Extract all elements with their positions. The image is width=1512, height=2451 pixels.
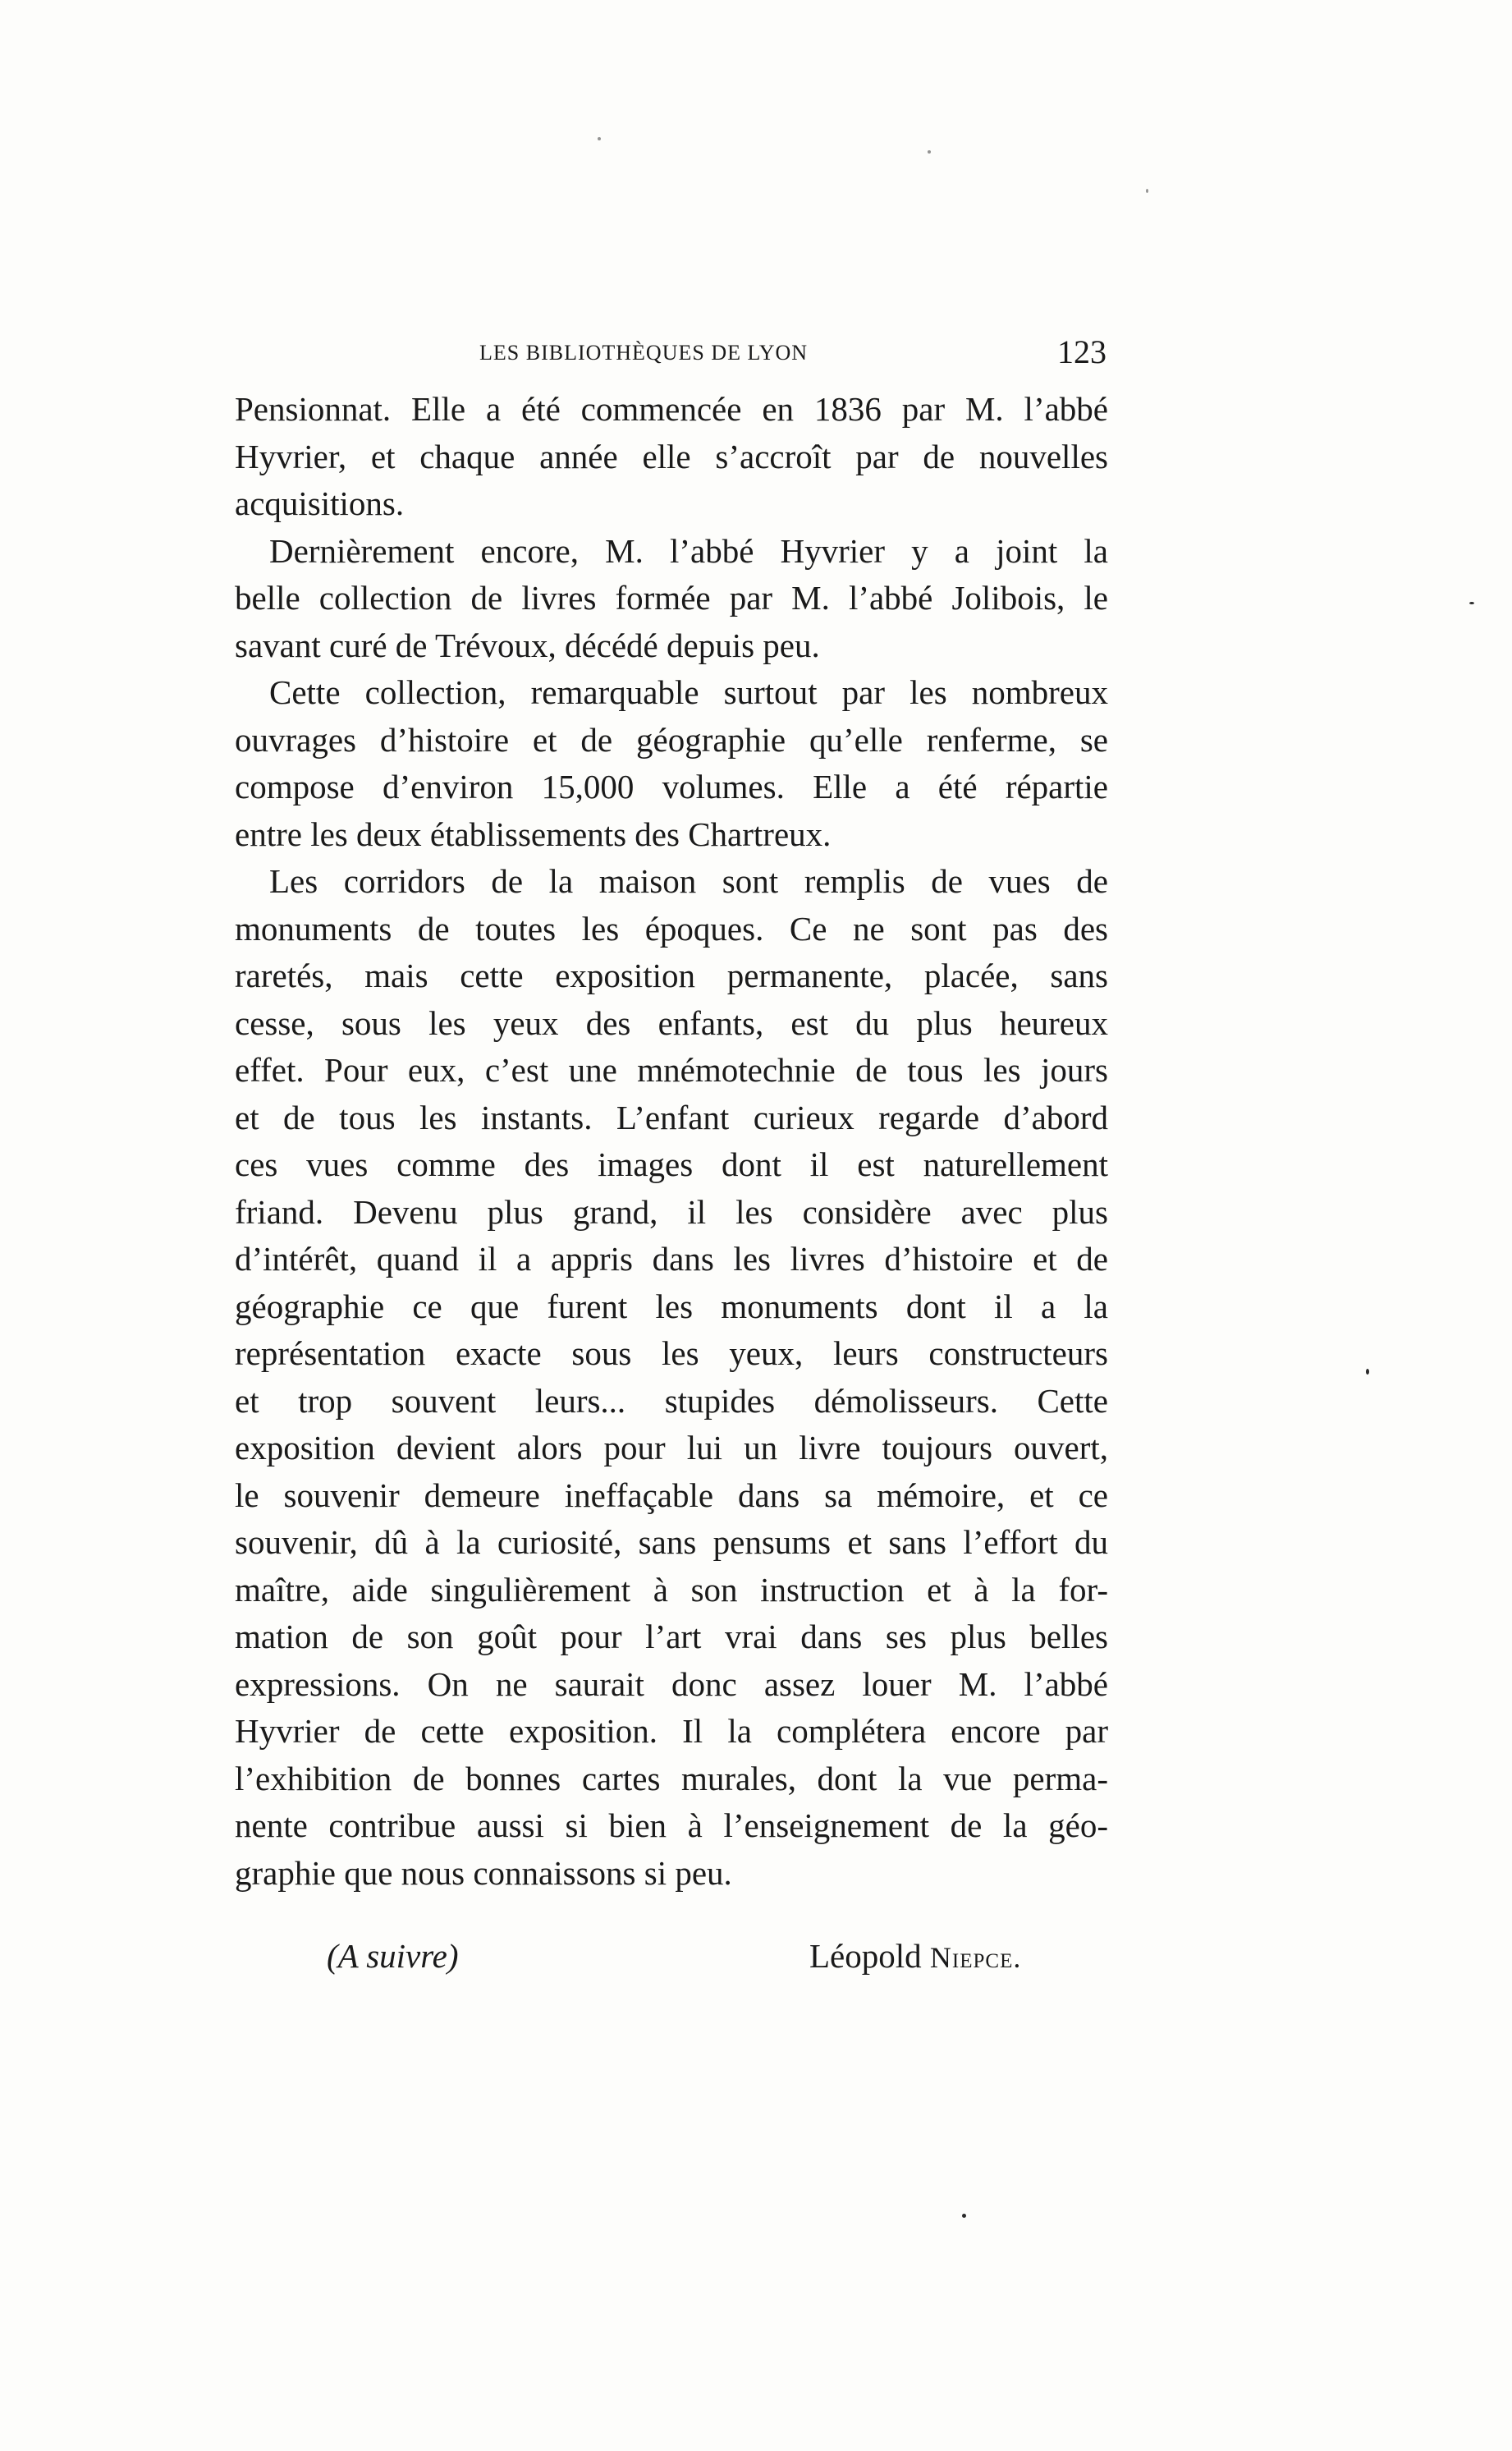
scan-speck xyxy=(598,137,601,140)
text-line: belle collection de livres formée par M. l’abbé Jolibois, le xyxy=(235,579,1108,617)
text-line: Les corridors de la maison sont remplis de vues de xyxy=(269,862,1108,900)
text-line: et de tous les instants. L’enfant curieux regarde d’abord xyxy=(235,1098,1108,1136)
scan-speck xyxy=(928,150,931,154)
text-line: entre les deux établissements des Chartreux. xyxy=(235,815,832,853)
text-line: ouvrages d’histoire et de géographie qu’elle renferme, se xyxy=(235,720,1108,759)
page-header xyxy=(236,333,1107,382)
text-line: ces vues comme des images dont il est naturellement xyxy=(235,1145,1108,1183)
page-number: 123 xyxy=(1057,333,1107,370)
text-line: effet. Pour eux, c’est une mnémotechnie de tous les jours xyxy=(235,1051,1108,1089)
text-line: représentation exacte sous les yeux, leurs constructeurs xyxy=(235,1334,1108,1372)
running-title: LES BIBLIOTHÈQUES DE LYON xyxy=(479,341,809,365)
author-first-name: Léopold xyxy=(809,1937,922,1975)
text-line: savant curé de Trévoux, décédé depuis peu. xyxy=(235,626,820,664)
text-line: nente contribue aussi si bien à l’enseignement de la géo- xyxy=(235,1806,1108,1844)
text-line: Pensionnat. Elle a été commencée en 1836 par M. l’abbé xyxy=(235,390,1108,428)
text-line: et trop souvent leurs... stupides démolisseurs. Cette xyxy=(235,1381,1108,1420)
text-line: l’exhibition de bonnes cartes murales, dont la vue perma- xyxy=(235,1759,1108,1797)
text-line: Dernièrement encore, M. l’abbé Hyvrier y a joint la xyxy=(269,531,1108,570)
text-line: raretés, mais cette exposition permanente, placée, sans xyxy=(235,957,1108,994)
body-text xyxy=(235,386,1108,1897)
text-line: mation de son goût pour l’art vrai dans ses plus belles xyxy=(235,1618,1108,1655)
text-line: Hyvrier, et chaque année elle s’accroît par de nouvelles xyxy=(235,437,1108,475)
text-line: monuments de toutes les époques. Ce ne sont pas des xyxy=(235,909,1108,948)
text-line: Hyvrier de cette exposition. Il la complétera encore par xyxy=(235,1712,1108,1750)
text-line: Cette collection, remarquable surtout par les nombreux xyxy=(269,673,1108,711)
text-line: cesse, sous les yeux des enfants, est du plus heureux xyxy=(235,1003,1108,1042)
scan-speck xyxy=(1469,602,1474,604)
text-line: graphie que nous connaissons si peu. xyxy=(235,1853,732,1892)
text-line: maître, aide singulièrement à son instruction et à la for- xyxy=(235,1570,1108,1609)
text-line: friand. Devenu plus grand, il les considère avec plus xyxy=(235,1192,1108,1231)
text-line: acquisitions. xyxy=(235,484,405,522)
text-line: exposition devient alors pour lui un livre toujours ouvert, xyxy=(235,1429,1108,1466)
text-line: géographie ce que furent les monuments dont il a la xyxy=(235,1287,1108,1325)
signature-row xyxy=(235,1936,1108,1985)
text-line: d’intérêt, quand il a appris dans les livres d’histoire et de xyxy=(235,1240,1108,1278)
text-line: compose d’environ 15,000 volumes. Elle a été répartie xyxy=(235,768,1108,806)
author-last-name: Niepce. xyxy=(929,1941,1022,1974)
scan-speck xyxy=(962,2214,966,2218)
author-signature xyxy=(809,1936,1021,1976)
text-line: souvenir, dû à la curiosité, sans pensums et sans l’effort du xyxy=(235,1523,1108,1561)
text-line: le souvenir demeure ineffaçable dans sa mémoire, et ce xyxy=(235,1476,1108,1514)
text-line: expressions. On ne saurait donc assez louer M. l’abbé xyxy=(235,1664,1108,1703)
to-follow-note: (A suivre) xyxy=(327,1937,459,1975)
scan-speck xyxy=(1146,189,1148,193)
scan-speck xyxy=(1366,1369,1369,1375)
